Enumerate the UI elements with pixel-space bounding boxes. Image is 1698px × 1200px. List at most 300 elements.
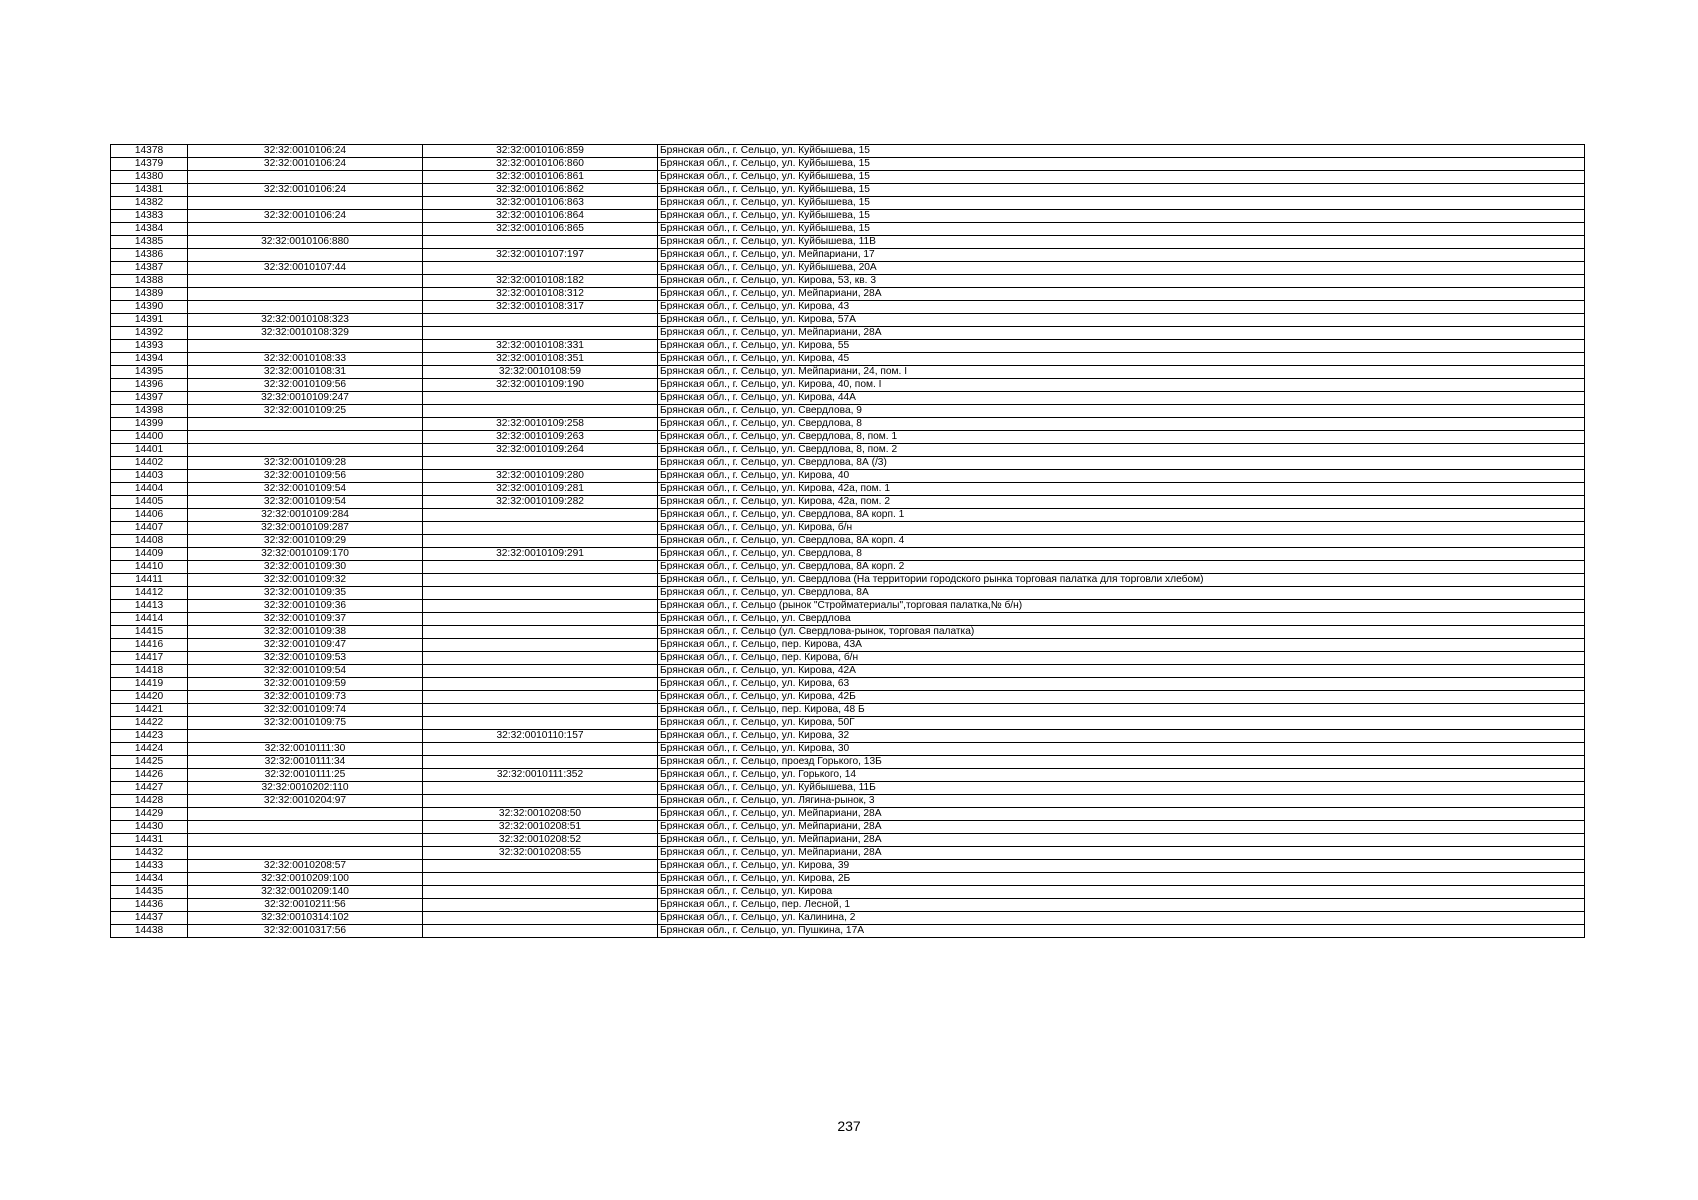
row-number-cell: 14409 (111, 548, 188, 561)
object-cadastral-number-cell: 32:32:0010109:263 (423, 431, 658, 444)
row-number-cell: 14381 (111, 184, 188, 197)
row-number-cell: 14412 (111, 587, 188, 600)
table-row (111, 834, 1585, 847)
row-number-cell: 14437 (111, 912, 188, 925)
land-cadastral-number-cell: 32:32:0010204:97 (188, 795, 423, 808)
land-cadastral-number-cell: 32:32:0010106:880 (188, 236, 423, 249)
table-row (111, 821, 1585, 834)
row-number-cell: 14415 (111, 626, 188, 639)
table-row (111, 574, 1585, 587)
object-cadastral-number-cell: 32:32:0010106:859 (423, 145, 658, 158)
table-row (111, 626, 1585, 639)
row-number-cell: 14389 (111, 288, 188, 301)
land-cadastral-number-cell: 32:32:0010107:44 (188, 262, 423, 275)
object-cadastral-number-cell: 32:32:0010109:281 (423, 483, 658, 496)
object-cadastral-number-cell (423, 704, 658, 717)
address-cell: Брянская обл., г. Сельцо, ул. Кирова, 40 (658, 470, 1585, 483)
table-row (111, 717, 1585, 730)
address-cell: Брянская обл., г. Сельцо, ул. Свердлова, 9 (658, 405, 1585, 418)
row-number-cell: 14386 (111, 249, 188, 262)
object-cadastral-number-cell (423, 522, 658, 535)
address-cell: Брянская обл., г. Сельцо (ул. Свердлова-рынок, торговая палатка) (658, 626, 1585, 639)
table-row (111, 262, 1585, 275)
table-row (111, 340, 1585, 353)
land-cadastral-number-cell (188, 821, 423, 834)
object-cadastral-number-cell (423, 665, 658, 678)
table-row (111, 548, 1585, 561)
table-row (111, 223, 1585, 236)
land-cadastral-number-cell: 32:32:0010106:24 (188, 145, 423, 158)
land-cadastral-number-cell: 32:32:0010109:28 (188, 457, 423, 470)
address-cell: Брянская обл., г. Сельцо, ул. Мейпариани, 28А (658, 847, 1585, 860)
object-cadastral-number-cell: 32:32:0010108:312 (423, 288, 658, 301)
table-row (111, 509, 1585, 522)
table-row (111, 431, 1585, 444)
row-number-cell: 14379 (111, 158, 188, 171)
address-cell: Брянская обл., г. Сельцо, пер. Кирова, 43А (658, 639, 1585, 652)
object-cadastral-number-cell: 32:32:0010109:280 (423, 470, 658, 483)
address-cell: Брянская обл., г. Сельцо, ул. Кирова, 50Г (658, 717, 1585, 730)
address-cell: Брянская обл., г. Сельцо, ул. Свердлова, 8, пом. 1 (658, 431, 1585, 444)
row-number-cell: 14418 (111, 665, 188, 678)
address-cell: Брянская обл., г. Сельцо, ул. Кирова, б/н (658, 522, 1585, 535)
land-cadastral-number-cell: 32:32:0010209:140 (188, 886, 423, 899)
table-row (111, 925, 1585, 938)
row-number-cell: 14417 (111, 652, 188, 665)
row-number-cell: 14438 (111, 925, 188, 938)
table-row (111, 808, 1585, 821)
page-number: 237 (837, 1118, 861, 1134)
land-cadastral-number-cell: 32:32:0010109:47 (188, 639, 423, 652)
address-cell: Брянская обл., г. Сельцо, ул. Мейпариани, 28А (658, 821, 1585, 834)
address-cell: Брянская обл., г. Сельцо, ул. Свердлова, 8А (/3) (658, 457, 1585, 470)
table-row (111, 470, 1585, 483)
object-cadastral-number-cell (423, 561, 658, 574)
land-cadastral-number-cell (188, 730, 423, 743)
row-number-cell: 14396 (111, 379, 188, 392)
table-row (111, 873, 1585, 886)
table-row (111, 158, 1585, 171)
table-row (111, 899, 1585, 912)
object-cadastral-number-cell (423, 899, 658, 912)
row-number-cell: 14410 (111, 561, 188, 574)
row-number-cell: 14416 (111, 639, 188, 652)
object-cadastral-number-cell (423, 912, 658, 925)
land-cadastral-number-cell: 32:32:0010109:75 (188, 717, 423, 730)
table-row (111, 236, 1585, 249)
land-cadastral-number-cell: 32:32:0010109:56 (188, 470, 423, 483)
object-cadastral-number-cell (423, 327, 658, 340)
row-number-cell: 14435 (111, 886, 188, 899)
object-cadastral-number-cell: 32:32:0010106:862 (423, 184, 658, 197)
land-cadastral-number-cell: 32:32:0010109:59 (188, 678, 423, 691)
land-cadastral-number-cell: 32:32:0010109:30 (188, 561, 423, 574)
object-cadastral-number-cell: 32:32:0010106:865 (423, 223, 658, 236)
address-cell: Брянская обл., г. Сельцо, ул. Куйбышева, 15 (658, 171, 1585, 184)
object-cadastral-number-cell (423, 392, 658, 405)
row-number-cell: 14434 (111, 873, 188, 886)
object-cadastral-number-cell (423, 613, 658, 626)
object-cadastral-number-cell: 32:32:0010107:197 (423, 249, 658, 262)
object-cadastral-number-cell: 32:32:0010106:860 (423, 158, 658, 171)
land-cadastral-number-cell: 32:32:0010109:284 (188, 509, 423, 522)
table-row (111, 587, 1585, 600)
land-cadastral-number-cell (188, 808, 423, 821)
object-cadastral-number-cell: 32:32:0010208:55 (423, 847, 658, 860)
land-cadastral-number-cell: 32:32:0010111:34 (188, 756, 423, 769)
row-number-cell: 14421 (111, 704, 188, 717)
row-number-cell: 14388 (111, 275, 188, 288)
land-cadastral-number-cell (188, 418, 423, 431)
address-cell: Брянская обл., г. Сельцо, ул. Куйбышева, 20А (658, 262, 1585, 275)
object-cadastral-number-cell (423, 236, 658, 249)
object-cadastral-number-cell (423, 574, 658, 587)
table-row (111, 249, 1585, 262)
object-cadastral-number-cell (423, 782, 658, 795)
address-cell: Брянская обл., г. Сельцо, ул. Кирова, 44А (658, 392, 1585, 405)
address-cell: Брянская обл., г. Сельцо, ул. Куйбышева, 15 (658, 145, 1585, 158)
object-cadastral-number-cell: 32:32:0010109:258 (423, 418, 658, 431)
table-row (111, 210, 1585, 223)
land-cadastral-number-cell (188, 223, 423, 236)
row-number-cell: 14390 (111, 301, 188, 314)
object-cadastral-number-cell: 32:32:0010109:282 (423, 496, 658, 509)
address-cell: Брянская обл., г. Сельцо, ул. Кирова, 63 (658, 678, 1585, 691)
land-cadastral-number-cell: 32:32:0010109:54 (188, 496, 423, 509)
registry-table-body (111, 145, 1585, 938)
land-cadastral-number-cell (188, 197, 423, 210)
address-cell: Брянская обл., г. Сельцо, ул. Мейпариани, 28А (658, 327, 1585, 340)
table-row (111, 301, 1585, 314)
table-row (111, 652, 1585, 665)
row-number-cell: 14407 (111, 522, 188, 535)
table-row (111, 678, 1585, 691)
row-number-cell: 14406 (111, 509, 188, 522)
land-cadastral-number-cell: 32:32:0010109:170 (188, 548, 423, 561)
table-row (111, 860, 1585, 873)
object-cadastral-number-cell (423, 457, 658, 470)
table-row (111, 353, 1585, 366)
object-cadastral-number-cell: 32:32:0010108:331 (423, 340, 658, 353)
address-cell: Брянская обл., г. Сельцо, ул. Кирова, 39 (658, 860, 1585, 873)
object-cadastral-number-cell (423, 626, 658, 639)
object-cadastral-number-cell: 32:32:0010108:317 (423, 301, 658, 314)
address-cell: Брянская обл., г. Сельцо, ул. Свердлова, 8А корп. 4 (658, 535, 1585, 548)
row-number-cell: 14426 (111, 769, 188, 782)
land-cadastral-number-cell: 32:32:0010109:25 (188, 405, 423, 418)
row-number-cell: 14384 (111, 223, 188, 236)
address-cell: Брянская обл., г. Сельцо, ул. Мейпариани, 28А (658, 808, 1585, 821)
row-number-cell: 14392 (111, 327, 188, 340)
object-cadastral-number-cell: 32:32:0010208:51 (423, 821, 658, 834)
land-cadastral-number-cell: 32:32:0010317:56 (188, 925, 423, 938)
land-cadastral-number-cell: 32:32:0010109:73 (188, 691, 423, 704)
land-cadastral-number-cell: 32:32:0010109:74 (188, 704, 423, 717)
land-cadastral-number-cell: 32:32:0010109:36 (188, 600, 423, 613)
object-cadastral-number-cell (423, 652, 658, 665)
row-number-cell: 14408 (111, 535, 188, 548)
table-row (111, 613, 1585, 626)
land-cadastral-number-cell: 32:32:0010109:29 (188, 535, 423, 548)
table-row (111, 171, 1585, 184)
row-number-cell: 14405 (111, 496, 188, 509)
row-number-cell: 14425 (111, 756, 188, 769)
object-cadastral-number-cell (423, 860, 658, 873)
table-row (111, 457, 1585, 470)
land-cadastral-number-cell: 32:32:0010109:247 (188, 392, 423, 405)
address-cell: Брянская обл., г. Сельцо, ул. Свердлова, 8, пом. 2 (658, 444, 1585, 457)
address-cell: Брянская обл., г. Сельцо, ул. Свердлова, 8А корп. 2 (658, 561, 1585, 574)
table-row (111, 275, 1585, 288)
row-number-cell: 14378 (111, 145, 188, 158)
object-cadastral-number-cell (423, 405, 658, 418)
land-cadastral-number-cell (188, 431, 423, 444)
row-number-cell: 14422 (111, 717, 188, 730)
object-cadastral-number-cell: 32:32:0010108:182 (423, 275, 658, 288)
row-number-cell: 14398 (111, 405, 188, 418)
land-cadastral-number-cell: 32:32:0010109:56 (188, 379, 423, 392)
address-cell: Брянская обл., г. Сельцо, ул. Пушкина, 17А (658, 925, 1585, 938)
object-cadastral-number-cell (423, 535, 658, 548)
row-number-cell: 14401 (111, 444, 188, 457)
land-cadastral-number-cell: 32:32:0010314:102 (188, 912, 423, 925)
table-row (111, 795, 1585, 808)
address-cell: Брянская обл., г. Сельцо, ул. Куйбышева, 11В (658, 236, 1585, 249)
land-cadastral-number-cell (188, 301, 423, 314)
address-cell: Брянская обл., г. Сельцо, ул. Кирова, 32 (658, 730, 1585, 743)
address-cell: Брянская обл., г. Сельцо, ул. Кирова, 42Б (658, 691, 1585, 704)
address-cell: Брянская обл., г. Сельцо, ул. Куйбышева, 11Б (658, 782, 1585, 795)
land-cadastral-number-cell: 32:32:0010202:110 (188, 782, 423, 795)
table-row (111, 639, 1585, 652)
address-cell: Брянская обл., г. Сельцо, ул. Мейпариани, 17 (658, 249, 1585, 262)
address-cell: Брянская обл., г. Сельцо, ул. Кирова, 57А (658, 314, 1585, 327)
address-cell: Брянская обл., г. Сельцо, ул. Свердлова, 8 (658, 418, 1585, 431)
address-cell: Брянская обл., г. Сельцо, пер. Лесной, 1 (658, 899, 1585, 912)
row-number-cell: 14430 (111, 821, 188, 834)
address-cell: Брянская обл., г. Сельцо, ул. Свердлова, 8А корп. 1 (658, 509, 1585, 522)
row-number-cell: 14436 (111, 899, 188, 912)
land-cadastral-number-cell: 32:32:0010109:32 (188, 574, 423, 587)
address-cell: Брянская обл., г. Сельцо, ул. Кирова, 42а, пом. 1 (658, 483, 1585, 496)
address-cell: Брянская обл., г. Сельцо, ул. Лягина-рынок, 3 (658, 795, 1585, 808)
address-cell: Брянская обл., г. Сельцо, ул. Куйбышева, 15 (658, 197, 1585, 210)
row-number-cell: 14420 (111, 691, 188, 704)
row-number-cell: 14387 (111, 262, 188, 275)
object-cadastral-number-cell (423, 262, 658, 275)
row-number-cell: 14402 (111, 457, 188, 470)
row-number-cell: 14400 (111, 431, 188, 444)
land-cadastral-number-cell: 32:32:0010108:31 (188, 366, 423, 379)
table-row (111, 743, 1585, 756)
land-cadastral-number-cell (188, 847, 423, 860)
object-cadastral-number-cell (423, 314, 658, 327)
land-cadastral-number-cell: 32:32:0010108:33 (188, 353, 423, 366)
address-cell: Брянская обл., г. Сельцо, ул. Куйбышева, 15 (658, 158, 1585, 171)
address-cell: Брянская обл., г. Сельцо, ул. Кирова, 42А (658, 665, 1585, 678)
object-cadastral-number-cell (423, 743, 658, 756)
land-cadastral-number-cell: 32:32:0010111:30 (188, 743, 423, 756)
table-row (111, 886, 1585, 899)
table-row (111, 730, 1585, 743)
land-cadastral-number-cell (188, 249, 423, 262)
object-cadastral-number-cell: 32:32:0010109:264 (423, 444, 658, 457)
object-cadastral-number-cell (423, 678, 658, 691)
object-cadastral-number-cell (423, 509, 658, 522)
row-number-cell: 14413 (111, 600, 188, 613)
object-cadastral-number-cell: 32:32:0010208:50 (423, 808, 658, 821)
table-row (111, 535, 1585, 548)
address-cell: Брянская обл., г. Сельцо, ул. Мейпариани, 24, пом. I (658, 366, 1585, 379)
object-cadastral-number-cell (423, 600, 658, 613)
land-cadastral-number-cell: 32:32:0010109:54 (188, 665, 423, 678)
table-row (111, 314, 1585, 327)
table-row (111, 600, 1585, 613)
land-cadastral-number-cell: 32:32:0010111:25 (188, 769, 423, 782)
object-cadastral-number-cell: 32:32:0010208:52 (423, 834, 658, 847)
land-cadastral-number-cell (188, 444, 423, 457)
table-row (111, 197, 1585, 210)
address-cell: Брянская обл., г. Сельцо, ул. Куйбышева, 15 (658, 184, 1585, 197)
land-cadastral-number-cell (188, 340, 423, 353)
object-cadastral-number-cell (423, 691, 658, 704)
object-cadastral-number-cell: 32:32:0010106:863 (423, 197, 658, 210)
object-cadastral-number-cell: 32:32:0010108:351 (423, 353, 658, 366)
row-number-cell: 14391 (111, 314, 188, 327)
row-number-cell: 14394 (111, 353, 188, 366)
object-cadastral-number-cell (423, 639, 658, 652)
table-row (111, 483, 1585, 496)
object-cadastral-number-cell: 32:32:0010111:352 (423, 769, 658, 782)
object-cadastral-number-cell (423, 925, 658, 938)
row-number-cell: 14382 (111, 197, 188, 210)
row-number-cell: 14433 (111, 860, 188, 873)
row-number-cell: 14431 (111, 834, 188, 847)
object-cadastral-number-cell (423, 717, 658, 730)
address-cell: Брянская обл., г. Сельцо, ул. Свердлова, 8 (658, 548, 1585, 561)
object-cadastral-number-cell (423, 886, 658, 899)
address-cell: Брянская обл., г. Сельцо, ул. Куйбышева, 15 (658, 210, 1585, 223)
address-cell: Брянская обл., г. Сельцо, ул. Горького, 14 (658, 769, 1585, 782)
row-number-cell: 14432 (111, 847, 188, 860)
table-row (111, 184, 1585, 197)
address-cell: Брянская обл., г. Сельцо, ул. Кирова, 2Б (658, 873, 1585, 886)
address-cell: Брянская обл., г. Сельцо (рынок "Стройматериалы",торговая палатка,№ б/н) (658, 600, 1585, 613)
row-number-cell: 14397 (111, 392, 188, 405)
land-cadastral-number-cell (188, 834, 423, 847)
land-cadastral-number-cell: 32:32:0010211:56 (188, 899, 423, 912)
object-cadastral-number-cell (423, 587, 658, 600)
table-row (111, 665, 1585, 678)
object-cadastral-number-cell: 32:32:0010110:157 (423, 730, 658, 743)
table-row (111, 392, 1585, 405)
land-cadastral-number-cell: 32:32:0010109:35 (188, 587, 423, 600)
object-cadastral-number-cell: 32:32:0010109:291 (423, 548, 658, 561)
object-cadastral-number-cell (423, 873, 658, 886)
address-cell: Брянская обл., г. Сельцо, ул. Кирова, 40, пом. I (658, 379, 1585, 392)
table-row (111, 379, 1585, 392)
land-cadastral-number-cell: 32:32:0010108:323 (188, 314, 423, 327)
land-cadastral-number-cell: 32:32:0010108:329 (188, 327, 423, 340)
row-number-cell: 14404 (111, 483, 188, 496)
address-cell: Брянская обл., г. Сельцо, ул. Мейпариани, 28А (658, 834, 1585, 847)
row-number-cell: 14385 (111, 236, 188, 249)
table-row (111, 691, 1585, 704)
address-cell: Брянская обл., г. Сельцо, ул. Мейпариани, 28А (658, 288, 1585, 301)
object-cadastral-number-cell (423, 756, 658, 769)
address-cell: Брянская обл., г. Сельцо, ул. Свердлова, 8А (658, 587, 1585, 600)
object-cadastral-number-cell: 32:32:0010106:864 (423, 210, 658, 223)
table-row (111, 522, 1585, 535)
address-cell: Брянская обл., г. Сельцо, проезд Горького, 13Б (658, 756, 1585, 769)
row-number-cell: 14419 (111, 678, 188, 691)
land-cadastral-number-cell (188, 171, 423, 184)
land-cadastral-number-cell: 32:32:0010106:24 (188, 210, 423, 223)
object-cadastral-number-cell: 32:32:0010106:861 (423, 171, 658, 184)
row-number-cell: 14428 (111, 795, 188, 808)
land-cadastral-number-cell: 32:32:0010106:24 (188, 184, 423, 197)
row-number-cell: 14427 (111, 782, 188, 795)
row-number-cell: 14393 (111, 340, 188, 353)
table-row (111, 704, 1585, 717)
row-number-cell: 14383 (111, 210, 188, 223)
table-row (111, 145, 1585, 158)
table-row (111, 366, 1585, 379)
table-row (111, 405, 1585, 418)
row-number-cell: 14414 (111, 613, 188, 626)
land-cadastral-number-cell (188, 275, 423, 288)
land-cadastral-number-cell: 32:32:0010208:57 (188, 860, 423, 873)
land-cadastral-number-cell: 32:32:0010106:24 (188, 158, 423, 171)
table-row (111, 288, 1585, 301)
row-number-cell: 14429 (111, 808, 188, 821)
address-cell: Брянская обл., г. Сельцо, ул. Свердлова (На территории городского рынка торговая палатка для торговли хлебом) (658, 574, 1585, 587)
land-cadastral-number-cell: 32:32:0010109:37 (188, 613, 423, 626)
table-row (111, 769, 1585, 782)
address-cell: Брянская обл., г. Сельцо, ул. Кирова, 43 (658, 301, 1585, 314)
row-number-cell: 14403 (111, 470, 188, 483)
address-cell: Брянская обл., г. Сельцо, ул. Кирова, 53, кв. 3 (658, 275, 1585, 288)
land-cadastral-number-cell: 32:32:0010109:38 (188, 626, 423, 639)
table-row (111, 561, 1585, 574)
land-cadastral-number-cell: 32:32:0010109:287 (188, 522, 423, 535)
address-cell: Брянская обл., г. Сельцо, ул. Кирова, 30 (658, 743, 1585, 756)
address-cell: Брянская обл., г. Сельцо, пер. Кирова, 48 Б (658, 704, 1585, 717)
row-number-cell: 14395 (111, 366, 188, 379)
address-cell: Брянская обл., г. Сельцо, ул. Кирова, 42а, пом. 2 (658, 496, 1585, 509)
address-cell: Брянская обл., г. Сельцо, пер. Кирова, б/н (658, 652, 1585, 665)
land-cadastral-number-cell: 32:32:0010109:53 (188, 652, 423, 665)
table-row (111, 847, 1585, 860)
object-cadastral-number-cell (423, 795, 658, 808)
table-row (111, 418, 1585, 431)
address-cell: Брянская обл., г. Сельцо, ул. Куйбышева, 15 (658, 223, 1585, 236)
table-row (111, 912, 1585, 925)
registry-table (110, 144, 1585, 938)
row-number-cell: 14411 (111, 574, 188, 587)
land-cadastral-number-cell (188, 288, 423, 301)
row-number-cell: 14424 (111, 743, 188, 756)
row-number-cell: 14399 (111, 418, 188, 431)
address-cell: Брянская обл., г. Сельцо, ул. Свердлова (658, 613, 1585, 626)
address-cell: Брянская обл., г. Сельцо, ул. Кирова (658, 886, 1585, 899)
table-row (111, 496, 1585, 509)
address-cell: Брянская обл., г. Сельцо, ул. Кирова, 45 (658, 353, 1585, 366)
table-row (111, 444, 1585, 457)
land-cadastral-number-cell: 32:32:0010209:100 (188, 873, 423, 886)
address-cell: Брянская обл., г. Сельцо, ул. Кирова, 55 (658, 340, 1585, 353)
object-cadastral-number-cell: 32:32:0010108:59 (423, 366, 658, 379)
